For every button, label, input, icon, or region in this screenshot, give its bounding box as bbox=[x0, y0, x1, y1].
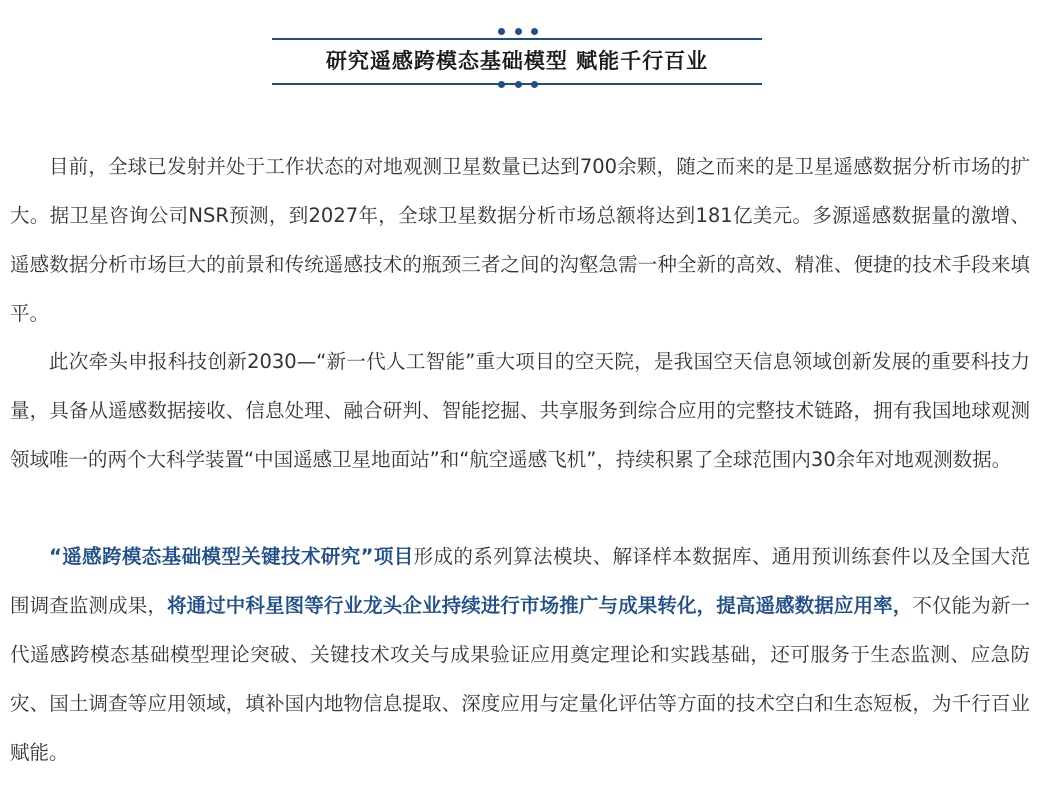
page-title: 研究遥感跨模态基础模型 赋能千行百业 bbox=[325, 49, 709, 73]
dot-ornament bbox=[515, 81, 522, 88]
paragraph-text: 不仅能为新一代遥感跨模态基础模型理论突破、关键技术攻关与成果验证应用奠定理论和实践基础，还可服务于生态监测、应急防灾、国土调查等应用领域，填补国内地物信息提取、深度应用与定量化评估等方面的技术空白和生态短板，为千行百业赋能。 bbox=[10, 594, 1030, 764]
paragraph-text: 形成的系列算法模块、解译样本数据库、通用预训练套件以及全国大范围调查监测成果， bbox=[10, 545, 1030, 617]
market-promotion-highlight: 将通过中科星图等行业龙头企业持续进行市场推广与成果转化，提高遥感数据应用率， bbox=[166, 594, 913, 617]
dot-ornament bbox=[498, 28, 505, 35]
top-rule bbox=[272, 38, 762, 40]
paragraph-market-background: 目前，全球已发射并处于工作状态的对地观测卫星数量已达到700余颗，随之而来的是卫星遥感数据分析市场的扩大。据卫星咨询公司NSR预测，到2027年，全球卫星数据分析市场总额将达到181亿美元。多源遥感数据量的激增、遥感数据分析市场巨大的前景和传统遥感技术的瓶颈三者之间的沟壑急需一种全新的高效、精准、便捷的技术手段来填平。 bbox=[10, 155, 1030, 325]
dot-ornament bbox=[531, 81, 538, 88]
title-header bbox=[272, 24, 762, 90]
dot-ornament bbox=[498, 81, 505, 88]
paragraph-project-outcomes bbox=[10, 532, 1030, 777]
project-name-highlight: “遥感跨模态基础模型关键技术研究”项目 bbox=[49, 545, 414, 568]
paragraph-aircas-capabilities: 此次牵头申报科技创新2030—“新一代人工智能”重大项目的空天院，是我国空天信息领域创新发展的重要科技力量，具备从遥感数据接收、信息处理、融合研判、智能挖掘、共享服务到综合应用的完整技术链路，拥有我国地球观测领域唯一的两个大科学装置“中国遥感卫星地面站”和“航空遥感飞机”，持续积累了全球范围内30余年对地观测数据。 bbox=[10, 350, 1030, 471]
dot-ornament bbox=[515, 28, 522, 35]
dot-ornament bbox=[531, 28, 538, 35]
top-dots-ornament bbox=[498, 27, 538, 35]
bottom-dots-ornament bbox=[498, 80, 538, 88]
